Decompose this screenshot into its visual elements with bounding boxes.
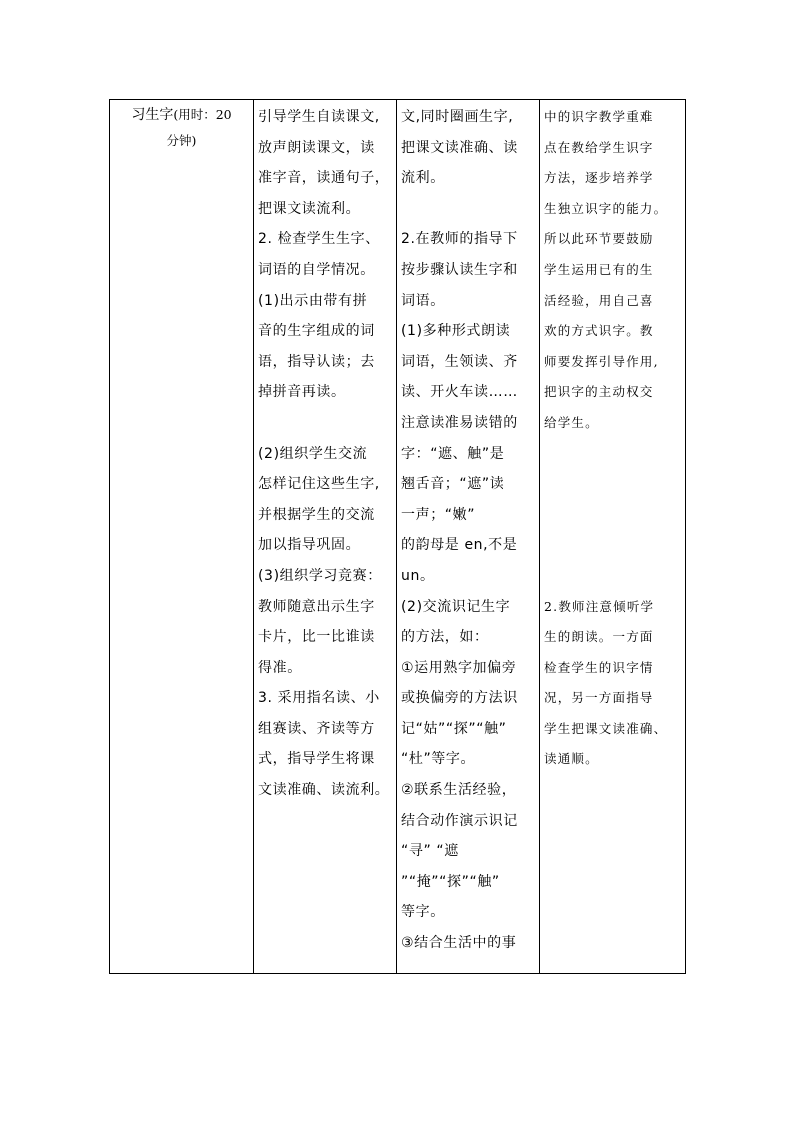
student-activity-line: 注意读准易读错的 xyxy=(401,414,518,431)
student-activity-line: 文,同时圈画生字, xyxy=(401,109,514,125)
design-intent-line: 中的识字教学重难 xyxy=(544,109,654,124)
student-activity-line: 的韵母是 en,不是 xyxy=(401,537,518,554)
student-activity-line xyxy=(401,194,535,225)
student-activity-line: 或换偏旁的方法识 xyxy=(401,690,518,707)
design-intent-line: 2.教师注意倾听学 xyxy=(544,598,655,614)
design-intent-line xyxy=(544,500,681,531)
design-intent-line: 方法，逐步培养学 xyxy=(544,170,654,186)
teacher-activity-line xyxy=(258,408,392,439)
design-intent-line xyxy=(544,469,681,500)
student-activity-line: “寻” “遮 xyxy=(401,843,459,860)
student-activity-line: 翘舌音；“遮”读 xyxy=(401,476,505,493)
student-activity-line: 读、开火车读…… xyxy=(401,384,518,401)
student-activity-line: 记“姑”“探”“触” xyxy=(401,720,507,737)
teacher-activity-line: 放声朗读课文，读 xyxy=(258,139,375,156)
teacher-activity-line: 词语的自学情况。 xyxy=(258,261,375,278)
table-row xyxy=(110,100,686,974)
design-intent-cell xyxy=(540,100,686,974)
student-activity-line: un。 xyxy=(401,567,435,584)
teacher-activity-line: 文读准确、读流利。 xyxy=(258,782,390,799)
design-intent-line xyxy=(544,530,681,561)
student-activity-cell xyxy=(397,100,540,974)
student-activity-line: 字：“遮、触”是 xyxy=(401,445,505,462)
design-intent-line: 欢的方式识字。教 xyxy=(544,323,654,339)
teacher-activity-line: 引导学生自读课文, xyxy=(258,109,380,125)
teacher-activity-line: (1)出示由带有拼 xyxy=(258,292,368,309)
stage-time-note-cont: 分钟) xyxy=(166,133,197,148)
student-activity-line: (2)交流识记生字 xyxy=(401,598,511,615)
student-activity-line: 结合动作演示识记 xyxy=(401,812,518,829)
student-activity-text xyxy=(397,100,539,959)
teacher-activity-line: 式，指导学生将课 xyxy=(258,751,375,768)
teacher-activity-text xyxy=(254,100,396,806)
student-activity-line: ③结合生活中的事 xyxy=(401,935,517,952)
design-intent-line: 师要发挥引导作用, xyxy=(544,353,659,369)
design-intent-line: 所以此环节要鼓励 xyxy=(544,231,654,247)
teacher-activity-line: 得准。 xyxy=(258,659,302,676)
stage-cell xyxy=(110,100,254,974)
student-activity-line: 2.在教师的指导下 xyxy=(401,231,518,248)
teacher-activity-line: 准字音，读通句子， xyxy=(258,170,390,187)
design-intent-line: 况，另一方面指导 xyxy=(544,690,654,706)
stage-time-note: (用时：20 xyxy=(173,107,232,122)
student-activity-line: (1)多种形式朗读 xyxy=(401,323,511,340)
teacher-activity-line: 掉拼音再读。 xyxy=(258,384,346,401)
design-intent-line: 给学生。 xyxy=(544,414,599,430)
teacher-activity-line: 2. 检查学生生字、 xyxy=(258,231,380,248)
student-activity-line: 把课文读准确、读 xyxy=(401,139,518,156)
design-intent-line: 点在教给学生识字 xyxy=(544,139,654,155)
student-activity-line: 流利。 xyxy=(401,170,445,187)
teacher-activity-cell xyxy=(254,100,397,974)
student-activity-line: 词语。 xyxy=(401,292,445,309)
teacher-activity-line: 组赛读、齐读等方 xyxy=(258,720,375,737)
design-intent-line: 活经验，用自己喜 xyxy=(544,292,654,308)
teacher-activity-line: 卡片，比一比谁读 xyxy=(258,629,375,646)
stage-title: 习生字 xyxy=(131,107,174,123)
design-intent-line: 学生把课文读准确、 xyxy=(544,720,668,736)
design-intent-line xyxy=(544,561,681,592)
teacher-activity-line: 把课文读流利。 xyxy=(258,200,361,217)
student-activity-line: 一声；“嫩” xyxy=(401,506,476,523)
teacher-activity-line: 教师随意出示生字 xyxy=(258,598,375,615)
design-intent-text xyxy=(540,100,685,775)
teacher-activity-line: 并根据学生的交流 xyxy=(258,506,375,523)
design-intent-line: 生的朗读。一方面 xyxy=(544,629,654,645)
lesson-plan-table xyxy=(109,99,686,974)
student-activity-line: ①运用熟字加偏旁 xyxy=(401,659,517,676)
teacher-activity-line: (3)组织学习竞赛： xyxy=(258,567,382,584)
teacher-activity-line: 3. 采用指名读、小 xyxy=(258,690,380,707)
student-activity-line: ”“掩”“探”“触” xyxy=(401,873,500,890)
student-activity-line: 词语，生领读、齐 xyxy=(401,353,518,370)
design-intent-line: 把识字的主动权交 xyxy=(544,384,654,400)
student-activity-line: ②联系生活经验， xyxy=(401,782,517,799)
teacher-activity-line: 语，指导认读；去 xyxy=(258,353,375,370)
design-intent-line: 检查学生的识字情 xyxy=(544,659,654,675)
teacher-activity-line: 怎样记住这些生字, xyxy=(258,476,380,493)
design-intent-line: 学生运用已有的生 xyxy=(544,261,654,277)
teacher-activity-line: (2)组织学生交流 xyxy=(258,445,368,462)
teacher-activity-line: 加以指导巩固。 xyxy=(258,537,361,554)
student-activity-line: 的方法，如： xyxy=(401,629,489,646)
design-intent-line xyxy=(544,439,681,470)
student-activity-line: “杜”等字。 xyxy=(401,751,476,768)
student-activity-line: 等字。 xyxy=(401,904,445,921)
design-intent-line: 读通顺。 xyxy=(544,751,599,767)
design-intent-line: 生独立识字的能力。 xyxy=(544,200,668,216)
student-activity-line: 按步骤认读生字和 xyxy=(401,261,518,278)
teacher-activity-line: 音的生字组成的词 xyxy=(258,323,375,340)
